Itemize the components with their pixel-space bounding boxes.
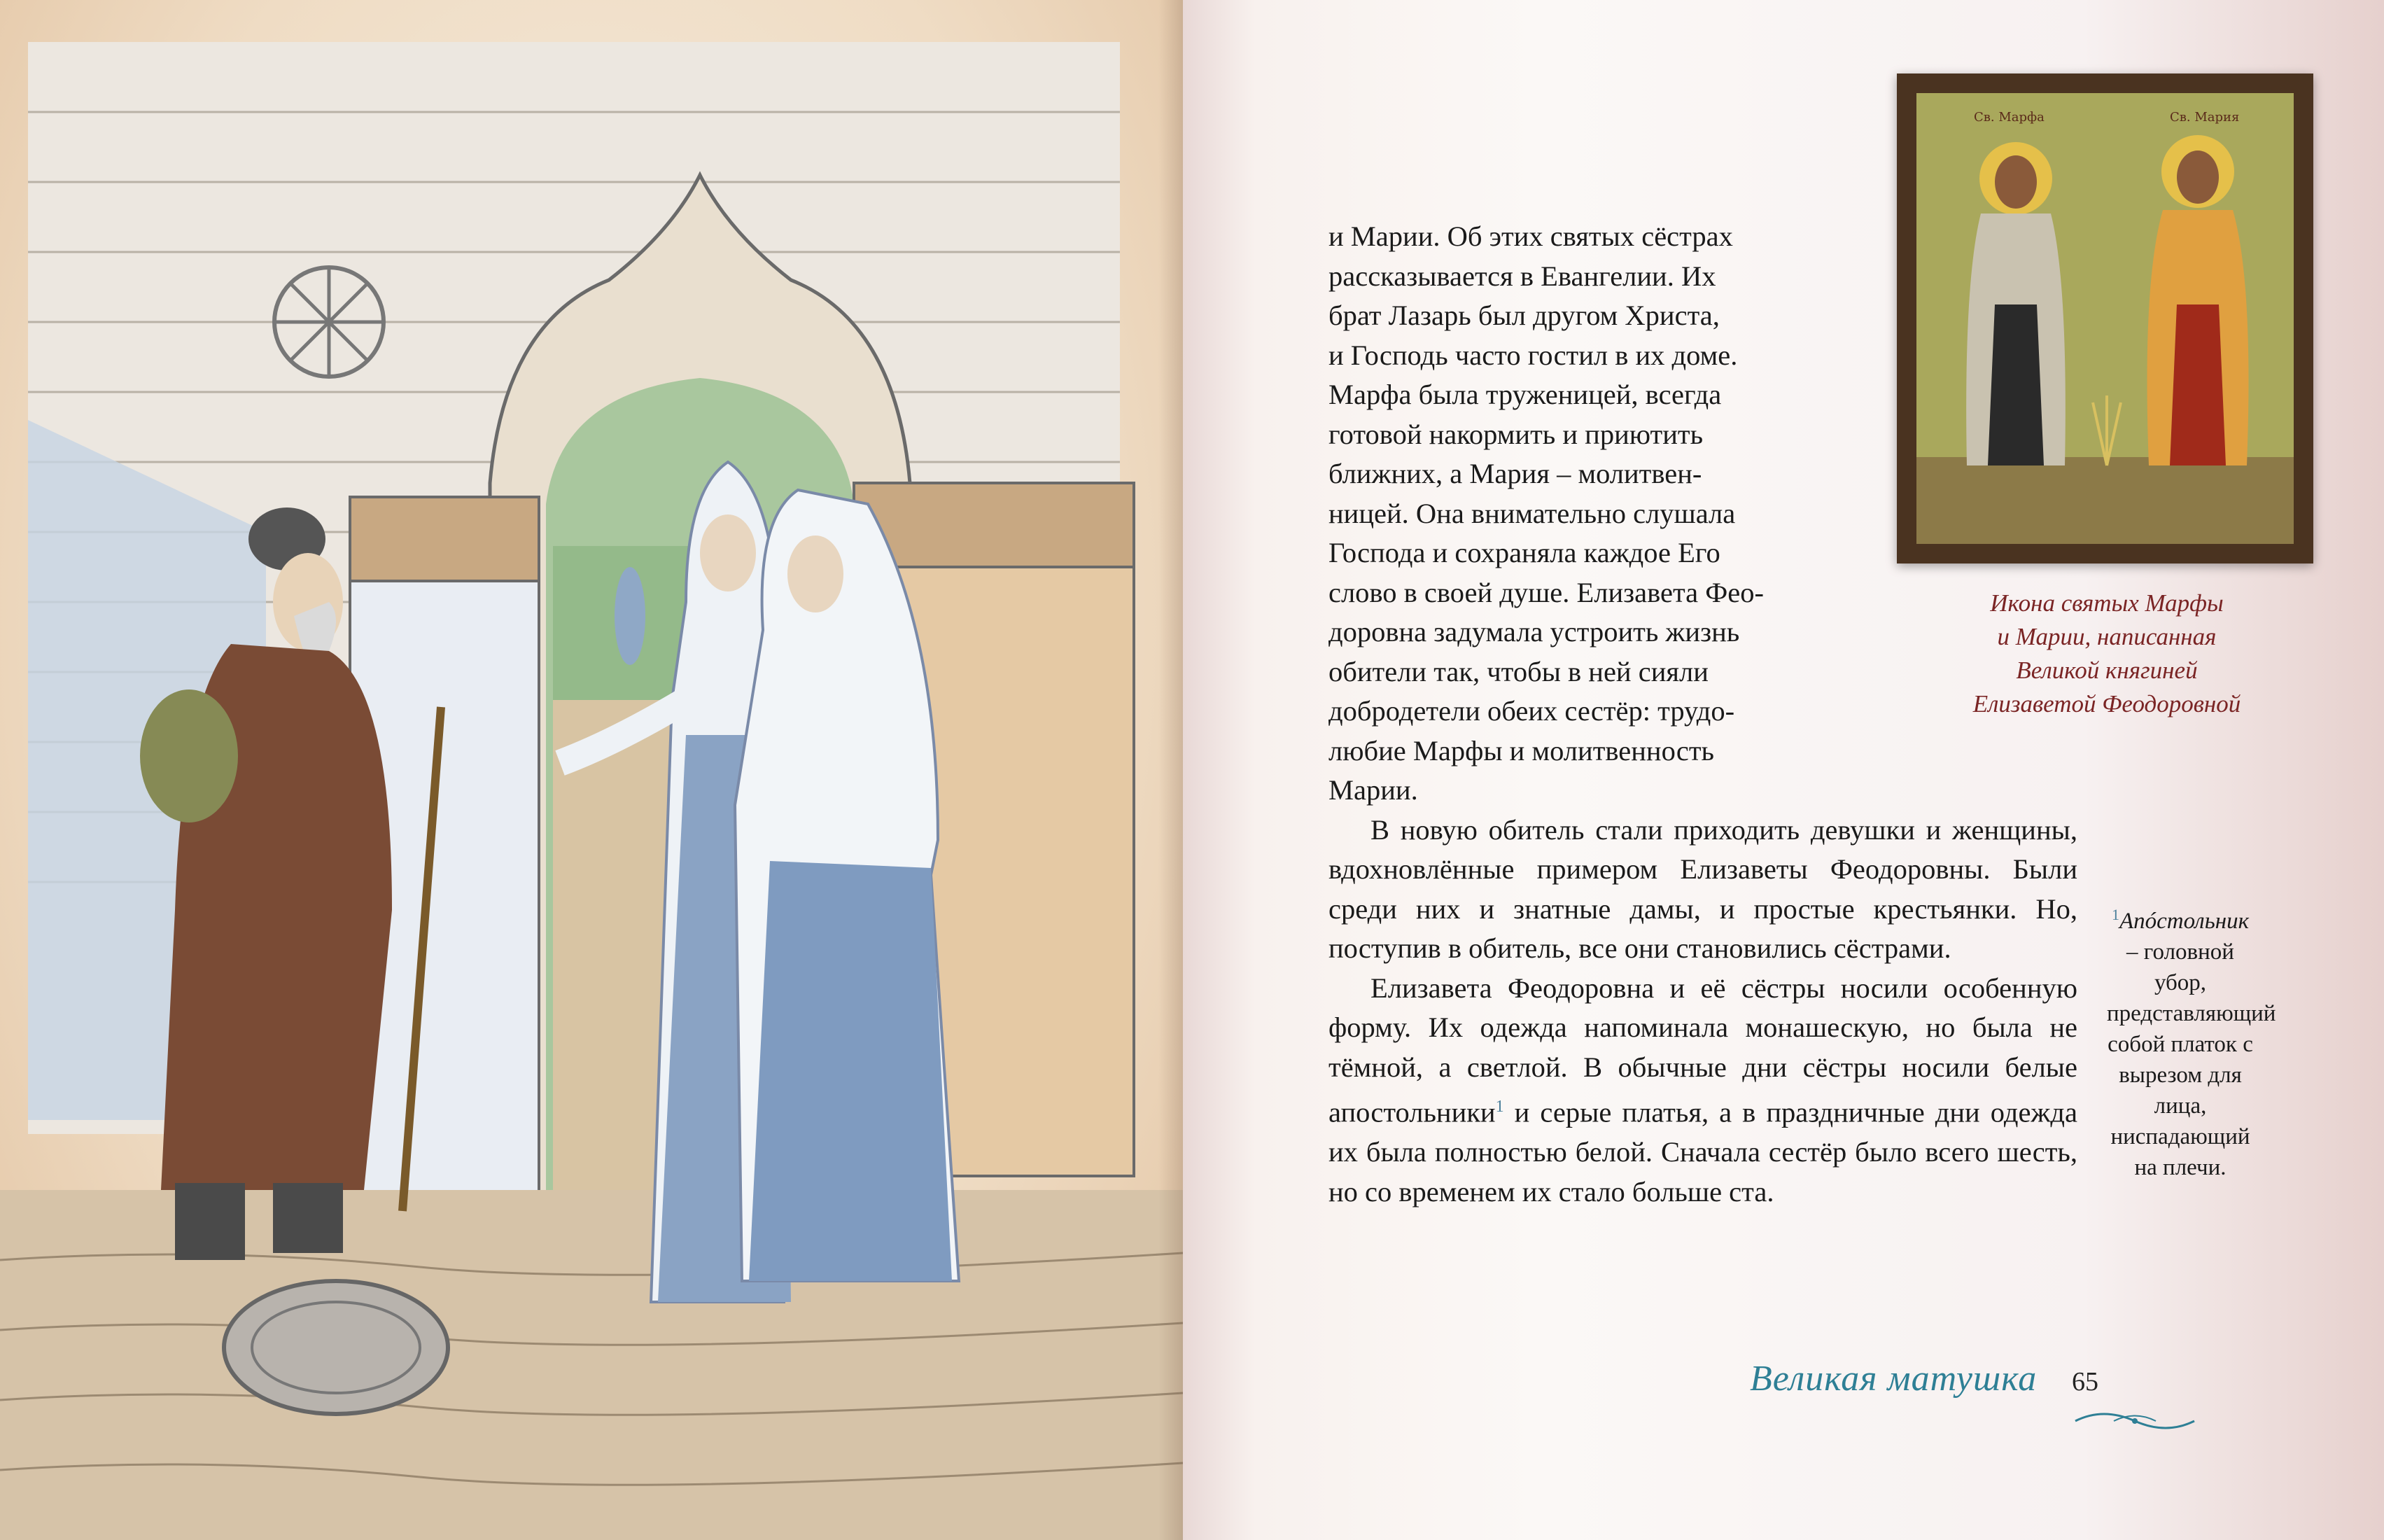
icon-caption-line: и Марии, написанная — [1997, 623, 2217, 650]
text-line: ницей. Она внимательно слушала — [1328, 497, 1736, 529]
text-line: доровна задумала устроить жизнь — [1328, 616, 1740, 648]
paragraph-1 — [1328, 217, 1832, 811]
footnote-term: Апóстольник — [2119, 909, 2250, 934]
text-line: и Марии. Об этих святых сёстрах — [1328, 220, 1733, 252]
text-line: и Господь часто гостил в их доме. — [1328, 339, 1738, 371]
footnote-text: – головной убор, представляющий собой платок с вырезом для лица, ниспадающий на плечи. — [2107, 939, 2276, 1180]
text-line: Марфа была труженицей, всегда — [1328, 379, 1722, 410]
footnote-mark: 1 — [1495, 1098, 1504, 1116]
icon-caption-line: Елизаветой Феодоровной — [1972, 690, 2241, 718]
icon-caption-line: Великой княгиней — [2016, 657, 2198, 684]
illustration-monastery-gate — [0, 0, 1183, 1540]
main-text — [1328, 217, 2077, 1212]
paragraphs-2-3 — [1328, 811, 2077, 1212]
text-line: рассказывается в Евангелии. Их — [1328, 260, 1716, 292]
page-number: 65 — [2072, 1367, 2098, 1396]
paragraph-3 — [1328, 969, 2077, 1212]
running-head: Великая матушка — [1750, 1359, 2038, 1399]
icon-label-right: Св. Мария — [2170, 110, 2240, 125]
icon-caption-line: Икона святых Марфы — [1990, 589, 2224, 617]
text-line: Марии. — [1328, 774, 1418, 806]
text-line: любие Марфы и молитвенность — [1328, 734, 1715, 766]
text-line: готовой накормить и приютить — [1328, 418, 1704, 450]
paragraph-3-part1: Елизавета Феодоровна и её сёстры носили особенную форму. Их одежда напоминала монашескую, но была не тёмной, а светлой. В обычные дни сёстры носили белые апостольники — [1328, 972, 2077, 1128]
text-line: ближних, а Мария – молитвен- — [1328, 458, 1702, 489]
footnote-number: 1 — [2111, 906, 2119, 923]
text-line: брат Лазарь был другом Христа, — [1328, 300, 1720, 331]
text-line: Господа и сохраняла каждое Его — [1328, 537, 1720, 568]
footnote — [2107, 899, 2276, 1183]
icon-label-left: Св. Марфа — [1974, 110, 2045, 125]
text-line: слово в своей душе. Елизавета Фео- — [1328, 576, 1764, 608]
text-line: обители так, чтобы в ней сияли — [1328, 655, 1709, 687]
paragraph-2: В новую обитель стали приходить девушки и женщины, вдохновлённые примером Елизаветы Феодоровны. Были среди них и знатные дамы, и простые крестьянки. Но, поступив в обитель, все они становились сёстрами. — [1328, 813, 2077, 964]
paragraph-3-part2: и серые платья, а в праздничные дни одежда их была полностью белой. Сначала сестёр было всего шесть, но со временем их стало больше ста. — [1328, 1096, 2077, 1208]
ornament-flourish-icon — [2072, 1407, 2198, 1435]
left-page-illustration — [0, 0, 1183, 1540]
text-line: добродетели обеих сестёр: трудо- — [1328, 695, 1735, 727]
